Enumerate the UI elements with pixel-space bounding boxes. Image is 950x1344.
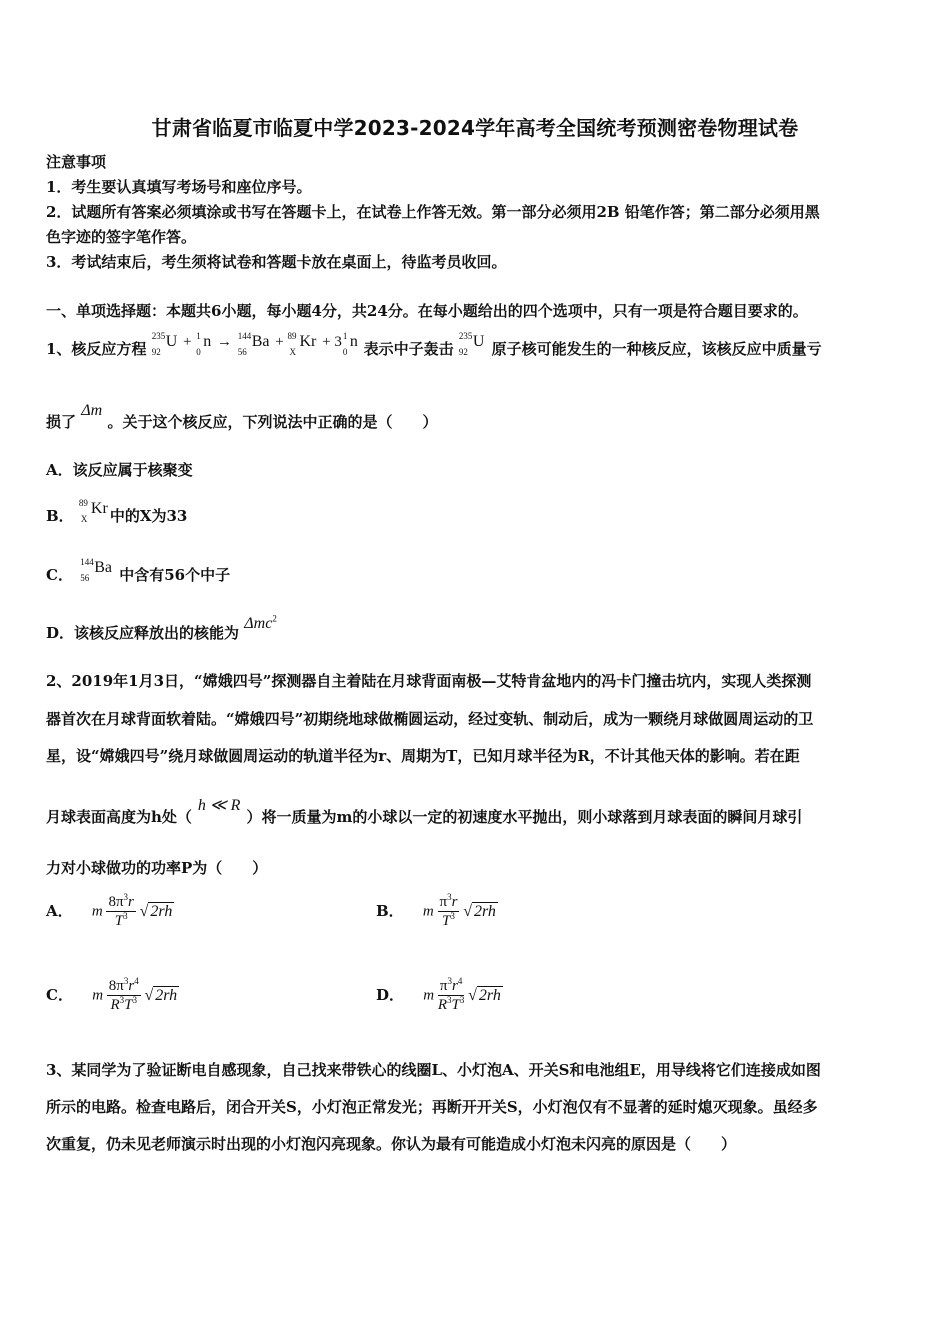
q2-line-2: 器首次在月球背面软着陆。“嫦娥四号”初期绕地球做椭圆运动，经过变轨、制动后，成为一颗绕月球做圆周运动的卫 <box>46 710 814 728</box>
option-label: C． <box>46 985 73 1004</box>
notice-item-3: 3．考试结束后，考生须将试卷和答题卡放在桌面上，待监考员收回。 <box>46 253 507 271</box>
notice-item-2: 2．试题所有答案必须填涂或书写在答题卡上，在试卷上作答无效。第一部分必须用2B 铅笔作答；第二部分必须用黑 <box>46 203 820 221</box>
q2-line-4 <box>46 797 803 829</box>
notice-item-1: 1．考生要认真填写考场号和座位序号。 <box>46 178 312 196</box>
page-title: 甘肃省临夏市临夏中学2023-2024学年高考全国统考预测密卷物理试卷 <box>151 116 799 140</box>
power-formula-c: m $\frac{8\pi^3r^4}{R^3T^3}$ √ 2rh <box>92 976 178 1013</box>
q3-line-1: 3、某同学为了验证断电自感现象，自己找来带铁心的线圈L、小灯泡A、开关S和电池组E，用导线将它们连接成如图 <box>46 1061 821 1079</box>
option-label: D． <box>46 624 75 642</box>
option-text: 中的X为33 <box>109 507 188 525</box>
option-label: C． <box>46 566 73 584</box>
q1-suffix: 原子核可能发生的一种核反应，该核反应中质量亏 <box>491 340 822 358</box>
q3-line-3: 次重复，仍未见老师演示时出现的小灯泡闪亮现象。你认为最有可能造成小灯泡未闪亮的原因是（ ） <box>46 1135 737 1153</box>
q2-line4b: ）将一质量为m的小球以一定的初速度水平抛出，则小球落到月球表面的瞬间月球引 <box>246 808 803 826</box>
q2-option-b <box>376 893 498 930</box>
notice-heading: 注意事项 <box>46 153 107 171</box>
q1-option-a <box>46 459 193 481</box>
q2-line-3: 星，设“嫦娥四号”绕月球做圆周运动的轨道半径为r、周期为T，已知月球半径为R，不计其他天体的影响。若在距 <box>46 747 800 765</box>
q1-option-b <box>46 498 188 528</box>
q3-line-2: 所示的电路。检查电路后，闭合开关S，小灯泡正常发光；再断开开关S，小灯泡仅有不显著的延时熄灭现象。虽经多 <box>46 1098 818 1116</box>
option-text: 该反应属于核聚变 <box>72 461 193 479</box>
power-formula-a: m $\frac{8\pi^3r}{T^3}$ √ 2rh <box>91 892 173 929</box>
q2-condition: h ≪ R <box>197 797 241 814</box>
q2-line-1: 2、2019年1月3日，“嫦娥四号”探测器自主着陆在月球背面南极—艾特肯盆地内的冯卡门撞击坑内，实现人类探测 <box>46 672 812 690</box>
q2-option-d <box>376 977 503 1014</box>
energy-formula: Δmc$^2$ <box>244 613 277 632</box>
q1-reaction-equation: U 235 92 + n 1 0 → Ba 144 56 + Kr 89 X + 3 n 1 0 <box>151 331 358 357</box>
option-label: A． <box>46 901 73 920</box>
q1-mass-defect: Δm <box>81 402 103 419</box>
option-label: D． <box>376 985 405 1004</box>
question-1 <box>46 331 822 361</box>
q1-line2b: 。关于这个核反应，下列说法中正确的是（ ） <box>107 413 438 431</box>
q1-option-c <box>46 557 231 587</box>
power-formula-d: m $\frac{\pi^3r^4}{R^3T^3}$ √ 2rh <box>423 976 501 1013</box>
q2-line-5: 力对小球做功的功率P为（ ） <box>46 859 268 877</box>
option-label: A． <box>46 461 73 479</box>
q1-mid: 表示中子轰击 <box>363 340 454 358</box>
question-1-line-2 <box>46 402 438 434</box>
section-heading: 一、单项选择题：本题共6小题，每小题4分，共24分。在每小题给出的四个选项中，只有一项是符合题目要求的。 <box>46 302 808 320</box>
q1-line2a: 损了 <box>46 413 77 431</box>
option-label: B． <box>376 901 404 920</box>
notice-item-2-cont: 色字迹的签字笔作答。 <box>46 228 197 246</box>
krypton-nucleus: Kr 89 X <box>78 498 108 524</box>
q2-option-c <box>46 977 179 1014</box>
q1-prefix: 1、核反应方程 <box>46 340 147 358</box>
option-text: 中含有56个中子 <box>119 566 231 584</box>
barium-nucleus: Ba 144 56 <box>80 557 112 583</box>
q1-uranium-nucleus: U 235 92 <box>458 331 485 357</box>
option-label: B． <box>46 507 74 525</box>
power-formula-b: m $\frac{\pi^3r}{T^3}$ √ 2rh <box>422 892 496 929</box>
option-text: 该核反应释放出的核能为 <box>74 624 240 642</box>
q1-option-d <box>46 613 277 645</box>
q2-option-a <box>46 893 174 930</box>
q2-line4a: 月球表面高度为h处（ <box>46 808 192 826</box>
